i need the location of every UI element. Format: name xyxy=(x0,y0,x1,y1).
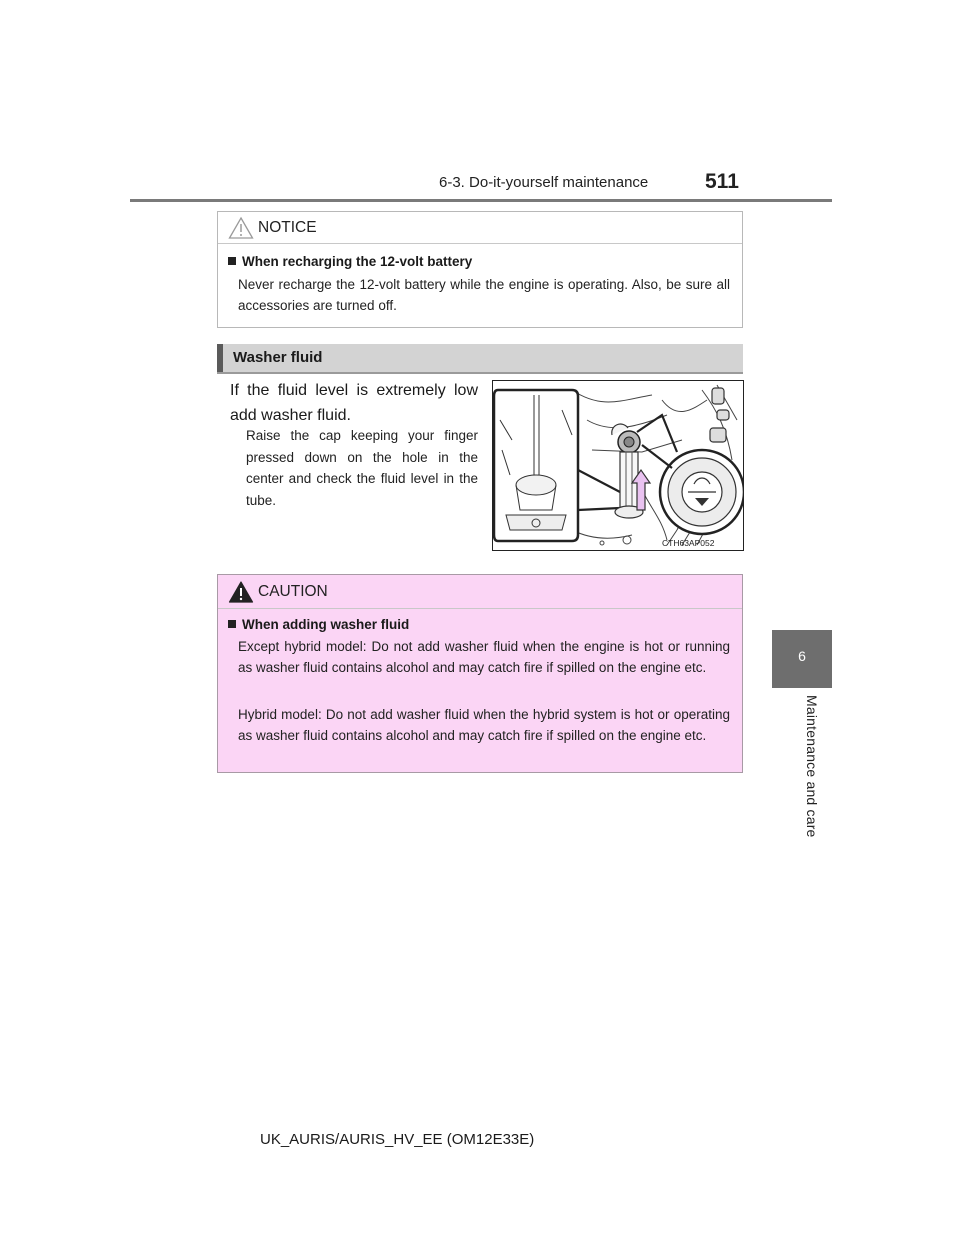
chapter-tab-number: 6 xyxy=(798,648,806,664)
notice-body: Never recharge the 12-volt battery while the engine is operating. Also, be sure all accessories are turned off. xyxy=(238,277,730,313)
caution-title: CAUTION xyxy=(258,583,328,600)
section-heading xyxy=(217,344,743,373)
warning-outline-icon xyxy=(228,216,254,240)
section-heading-rule xyxy=(217,372,743,374)
header-section-title: 6-3. Do-it-yourself maintenance xyxy=(439,174,649,191)
caution-topic-text: When adding washer fluid xyxy=(242,617,410,632)
bullet-square-icon xyxy=(228,257,236,265)
caution-paragraph-2: Hybrid model: Do not add washer fluid when the hybrid system is hot or operating as washer fluid contains alcohol and may catch fire if spilled on the engine etc. xyxy=(238,707,730,743)
intro-paragraph: If the fluid level is extremely low add washer fluid. xyxy=(230,382,478,424)
page-number: 511 xyxy=(705,170,739,193)
notice-title: NOTICE xyxy=(258,219,317,236)
washer-tank-illustration xyxy=(492,380,744,551)
notice-topic-text: When recharging the 12-volt battery xyxy=(242,254,473,269)
illustration-code: CTH63AP052 xyxy=(662,538,715,548)
notice-header xyxy=(218,212,742,244)
caution-topic xyxy=(228,617,409,632)
bullet-square-icon xyxy=(228,620,236,628)
document-code: UK_AURIS/AURIS_HV_EE (OM12E33E) xyxy=(260,1131,535,1148)
warning-filled-icon xyxy=(228,580,254,604)
chapter-tab-label: Maintenance and care xyxy=(804,695,820,838)
header-rule xyxy=(130,199,832,202)
notice-box xyxy=(217,211,743,328)
caution-header xyxy=(218,575,742,609)
section-heading-text: Washer fluid xyxy=(233,349,323,366)
step-paragraph: Raise the cap keeping your finger pressed down on the hole in the center and check the fluid level in the tube. xyxy=(246,428,478,508)
caution-paragraph-1: Except hybrid model: Do not add washer fluid when the engine is hot or running as washer fluid contains alcohol and may catch fire if spilled on the engine etc. xyxy=(238,639,730,675)
caution-box xyxy=(217,574,743,773)
notice-topic xyxy=(228,254,472,269)
